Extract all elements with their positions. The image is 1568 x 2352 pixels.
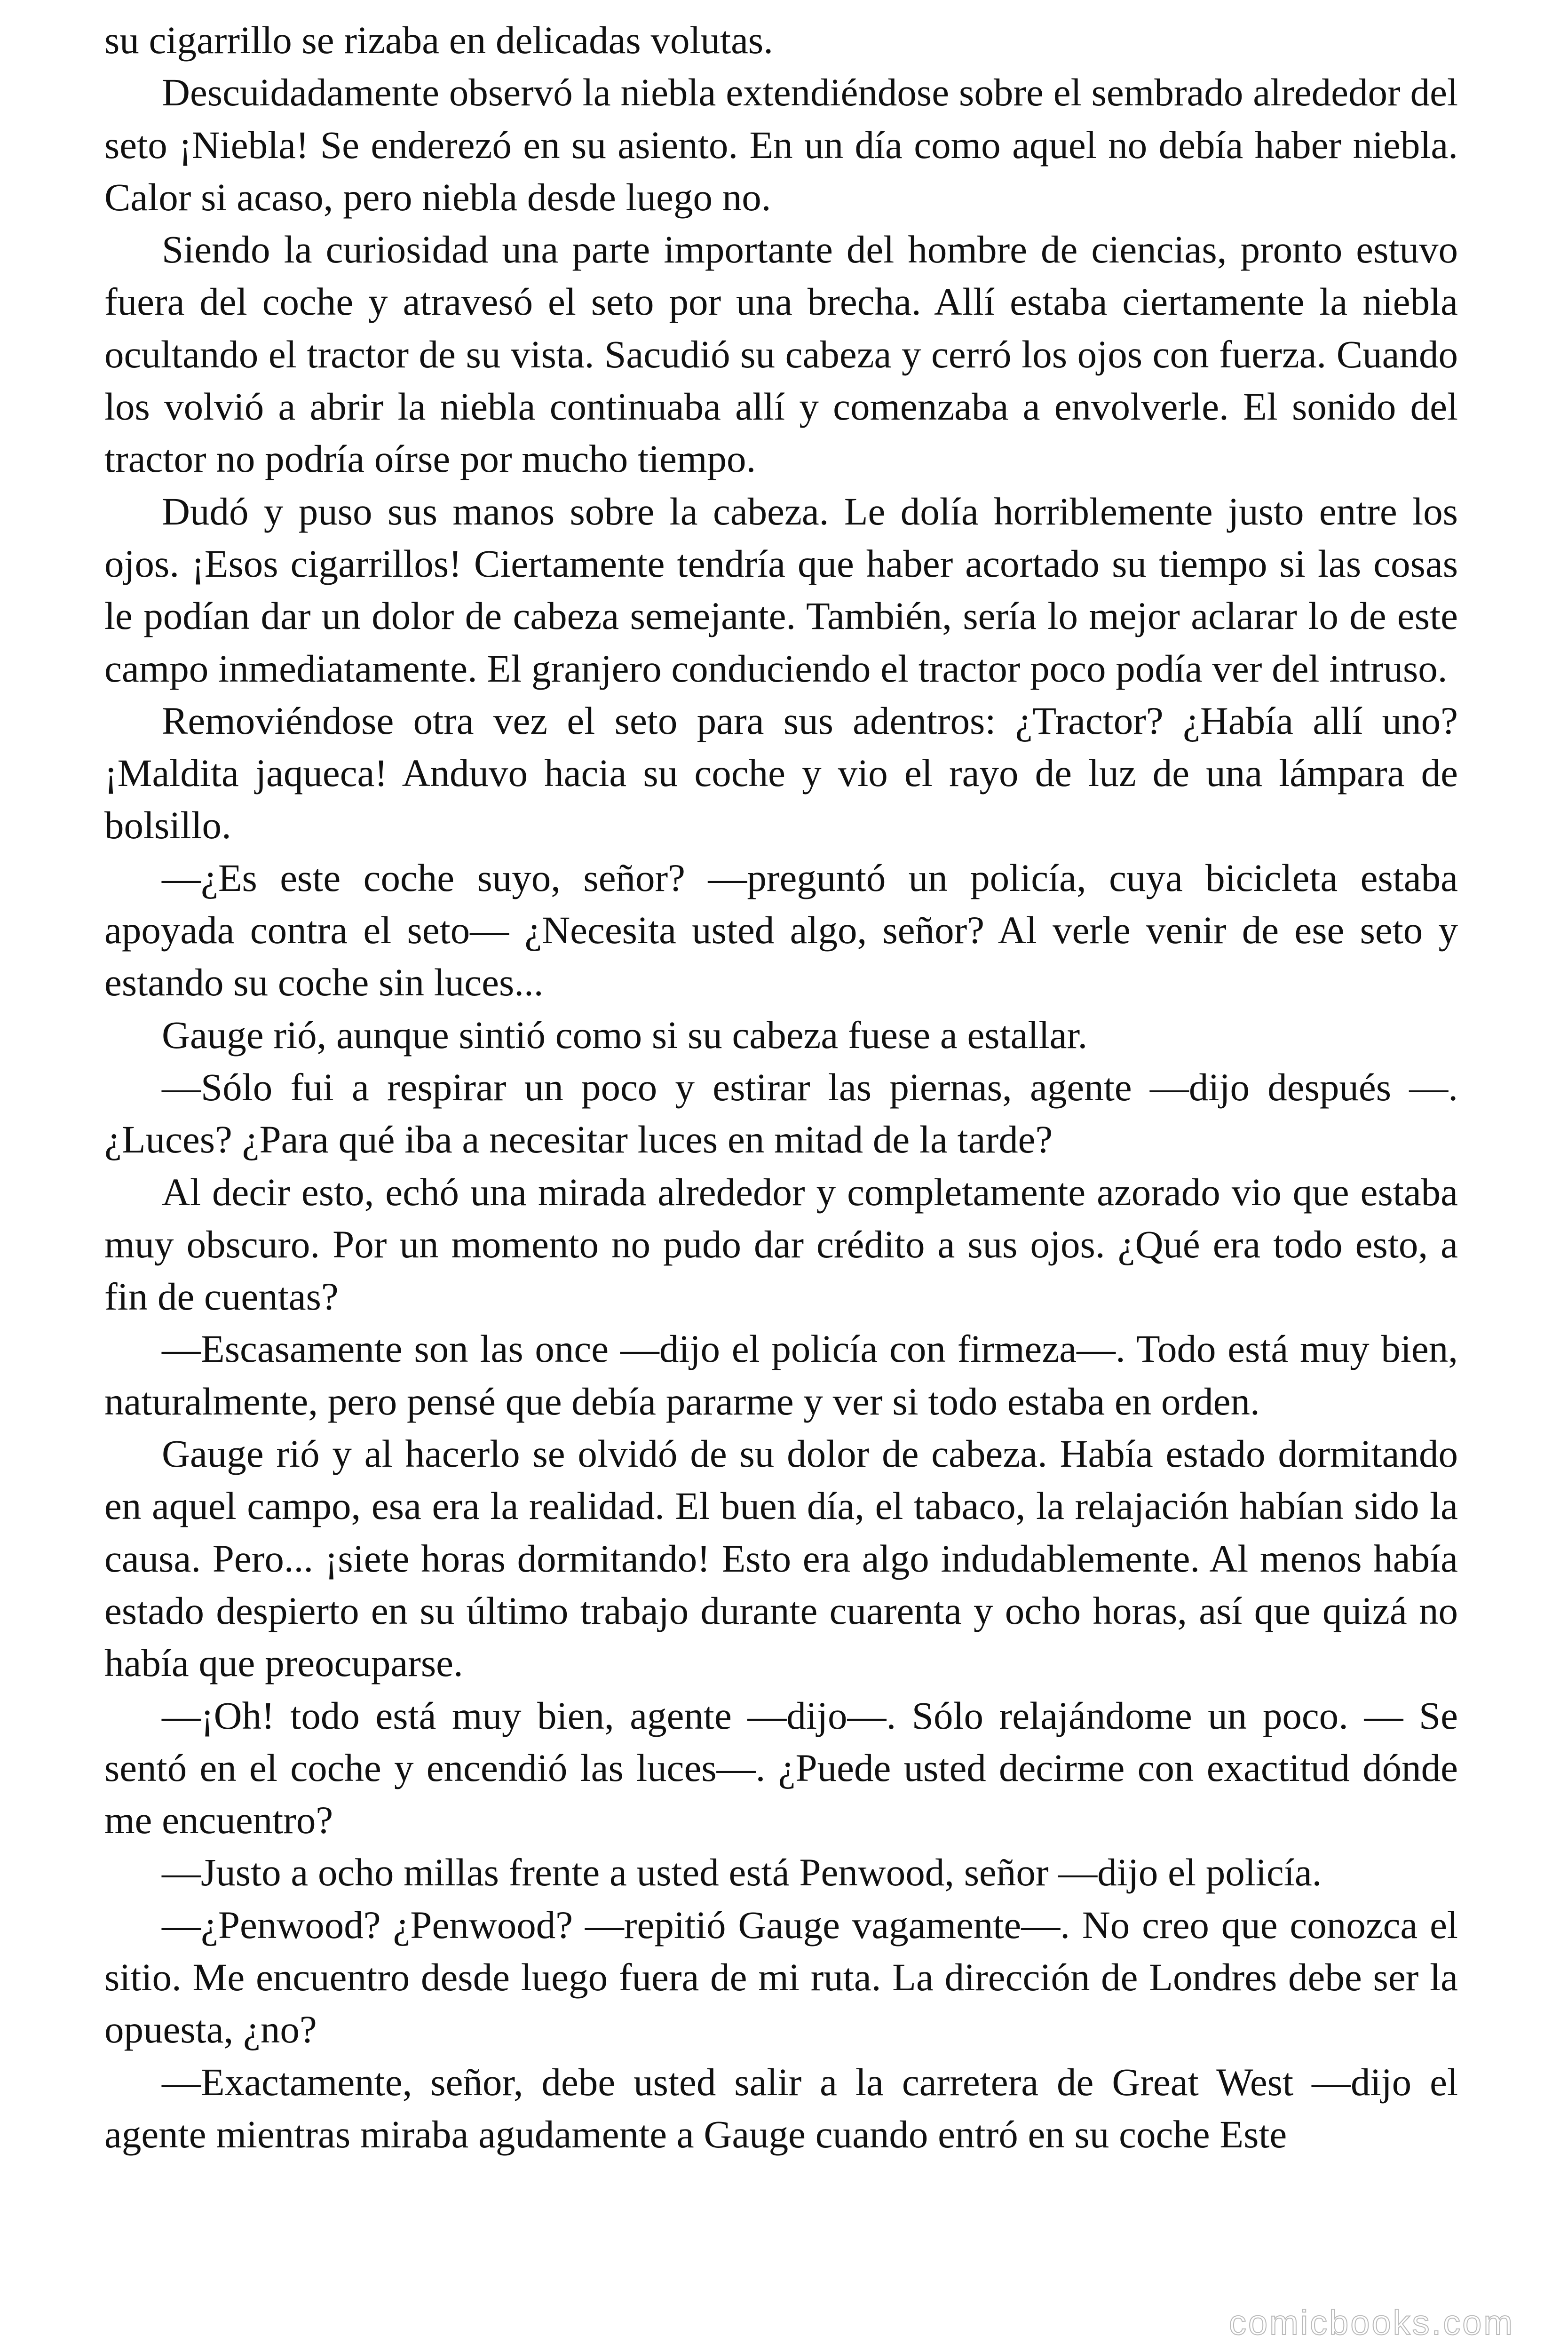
paragraph: Removiéndose otra vez el seto para sus adentros: ¿Tractor? ¿Había allí uno? ¡Maldita jaqueca! Anduvo hacia su coche y vio el rayo de luz de una lámpara de bolsillo. — [104, 699, 1458, 847]
watermark: comicbooks.com — [1228, 2303, 1514, 2342]
paragraph: —¿Es este coche suyo, señor? —preguntó un policía, cuya bicicleta estaba apoyada contra el seto— ¿Necesita usted algo, señor? Al verle venir de ese seto y estando su coche sin luces... — [104, 856, 1458, 1004]
paragraph: —Escasamente son las once —dijo el policía con firmeza—. Todo está muy bien, naturalmente, pero pensé que debía pararme y ver si todo estaba en orden. — [104, 1327, 1458, 1423]
paragraph: —¿Penwood? ¿Penwood? —repitió Gauge vagamente—. No creo que conozca el sitio. Me encuentro desde luego fuera de mi ruta. La dirección de Londres debe ser la opuesta, ¿no? — [104, 1903, 1458, 2051]
paragraph: su cigarrillo se rizaba en delicadas volutas. — [104, 18, 773, 62]
paragraph: Dudó y puso sus manos sobre la cabeza. Le dolía horriblemente justo entre los ojos. ¡Esos cigarrillos! Ciertamente tendría que haber acortado su tiempo si las cosas le podían dar un dolor de cabeza semejante. También, sería lo mejor aclarar lo de este campo inmediatamente. El granjero conduciendo el tractor poco podía ver del intruso. — [104, 489, 1458, 690]
paragraph: Descuidadamente observó la niebla extendiéndose sobre el sembrado alrededor del seto ¡Niebla! Se enderezó en su asiento. En un día como aquel no debía haber niebla. Calor si acaso, pero niebla desde luego no. — [104, 71, 1458, 219]
page-body — [104, 14, 1458, 2161]
paragraph: Al decir esto, echó una mirada alrededor y completamente azorado vio que estaba muy obscuro. Por un momento no pudo dar crédito a sus ojos. ¿Qué era todo esto, a fin de cuentas? — [104, 1170, 1458, 1319]
paragraph: —Justo a ocho millas frente a usted está Penwood, señor —dijo el policía. — [162, 1851, 1322, 1894]
paragraph: Gauge rió, aunque sintió como si su cabeza fuese a estallar. — [162, 1013, 1088, 1057]
paragraph: —¡Oh! todo está muy bien, agente —dijo—. Sólo relajándome un poco. — Se sentó en el coche y encendió las luces—. ¿Puede usted decirme con exactitud dónde me encuentro? — [104, 1693, 1458, 1842]
paragraph: Siendo la curiosidad una parte importante del hombre de ciencias, pronto estuvo fuera del coche y atravesó el seto por una brecha. Allí estaba ciertamente la niebla ocultando el tractor de su vista. Sacudió su cabeza y cerró los ojos con fuerza. Cuando los volvió a abrir la niebla continuaba allí y comenzaba a envolverle. El sonido del tractor no podría oírse por mucho tiempo. — [104, 228, 1458, 481]
paragraph: —Sólo fui a respirar un poco y estirar las piernas, agente —dijo después —. ¿Luces? ¿Para qué iba a necesitar luces en mitad de la tarde? — [104, 1065, 1458, 1161]
paragraph: Gauge rió y al hacerlo se olvidó de su dolor de cabeza. Había estado dormitando en aquel campo, esa era la realidad. El buen día, el tabaco, la relajación habían sido la causa. Pero... ¡siete horas dormitando! Esto era algo indudablemente. Al menos había estado despierto en su último trabajo durante cuarenta y ocho horas, así que quizá no había que preocuparse. — [104, 1432, 1458, 1685]
paragraph: —Exactamente, señor, debe usted salir a la carretera de Great West —dijo el agente mientras miraba agudamente a Gauge cuando entró en su coche Este — [104, 2060, 1458, 2156]
